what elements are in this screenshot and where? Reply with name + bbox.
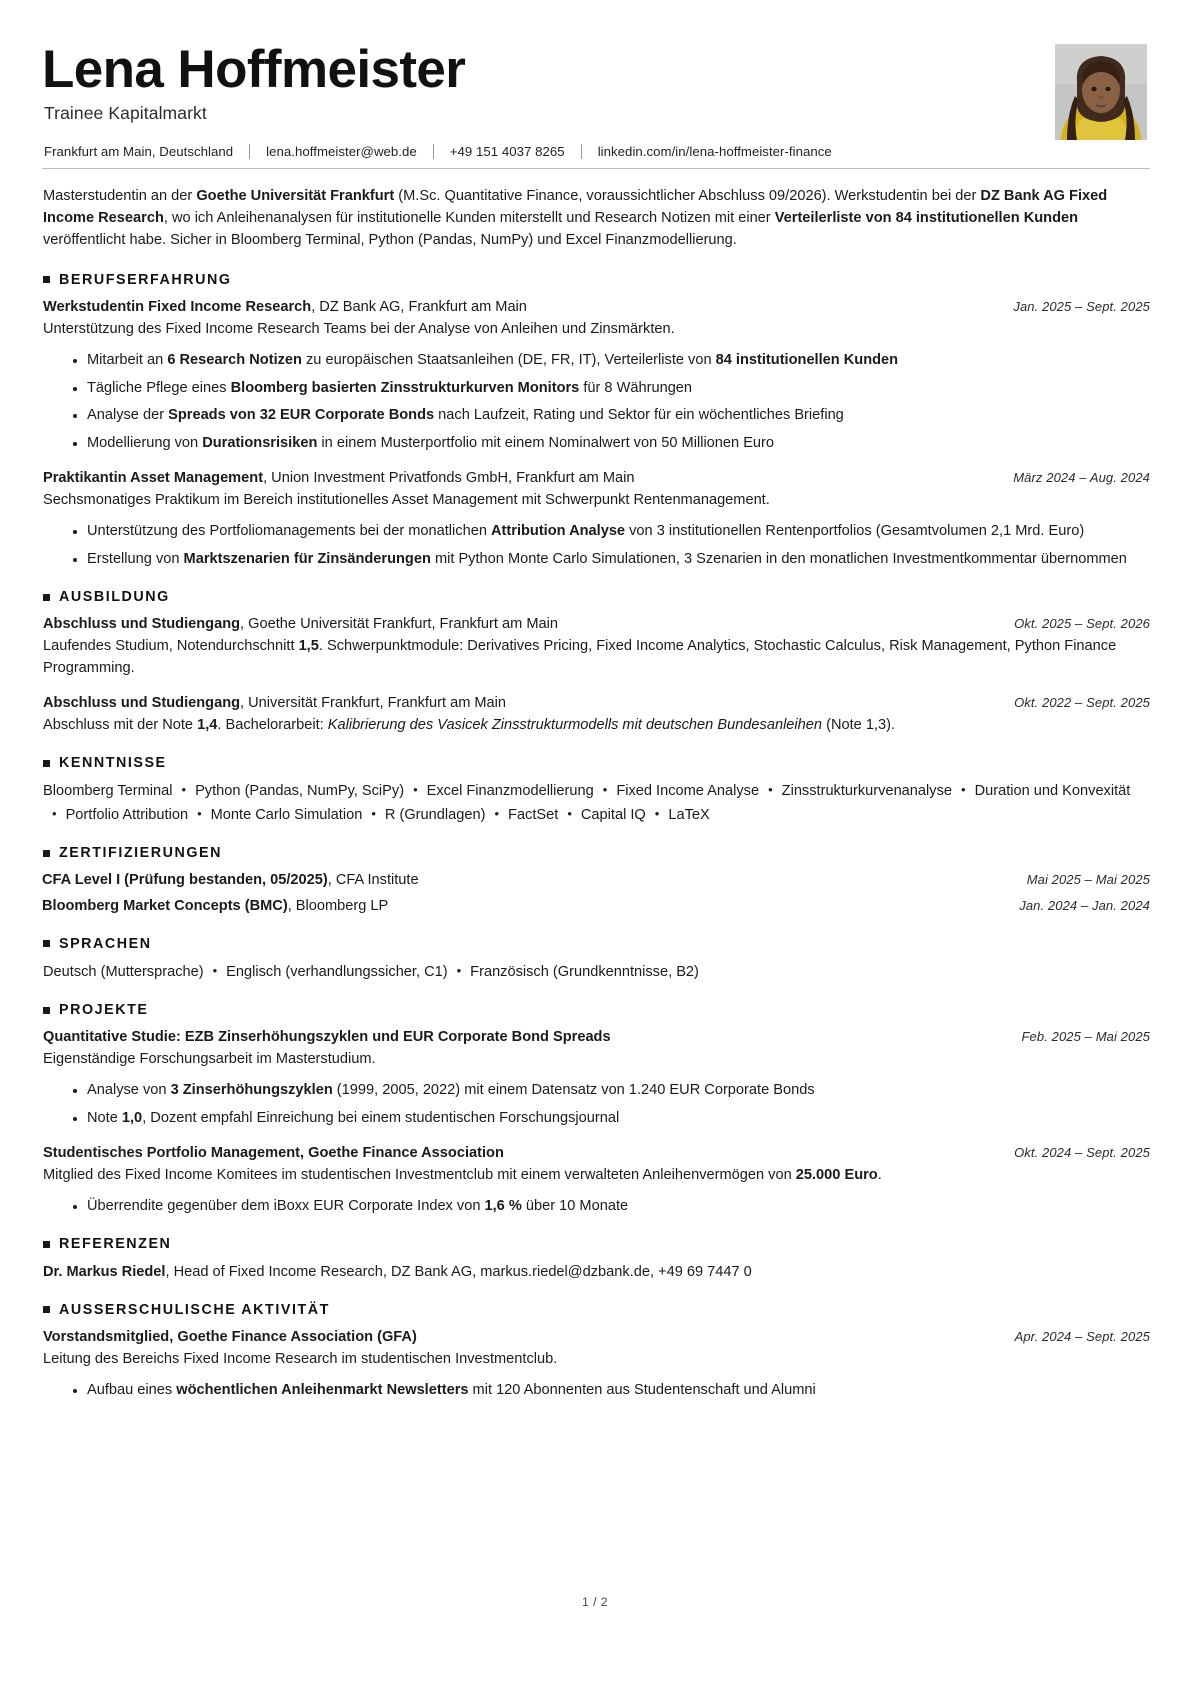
section-header-skills	[43, 755, 1150, 771]
summary-text: veröffentlicht habe. Sicher in Bloomberg Terminal, Python (Pandas, NumPy) und Excel Finanzmodellierung.	[43, 232, 737, 249]
job-role: Werkstudentin Fixed Income Research	[43, 298, 312, 315]
skill-item: LaTeX	[668, 806, 710, 823]
separator-dot-icon: •	[768, 782, 773, 798]
section-title: SPRACHEN	[59, 935, 152, 952]
institution-name: , Goethe Universität Frankfurt, Frankfurt am Main	[240, 616, 558, 633]
list-item: Note 1,0, Dozent empfahl Einreichung bei einem studentischen Forschungsjournal	[73, 1108, 1150, 1130]
bullet-square-icon	[43, 850, 50, 857]
experience-entry	[43, 468, 1150, 571]
separator-dot-icon: •	[494, 805, 500, 821]
section-title: AUSSERSCHULISCHE AKTIVITÄT	[59, 1301, 330, 1318]
skill-item: Capital IQ	[580, 806, 646, 823]
section-header-references	[43, 1236, 1150, 1252]
entry-date: Okt. 2022 – Sept. 2025	[1014, 695, 1150, 710]
contact-location: Frankfurt am Main, Deutschland	[44, 144, 234, 160]
contact-bar	[42, 142, 1150, 168]
entry-title	[43, 614, 996, 635]
job-company: , DZ Bank AG, Frankfurt am Main	[311, 298, 527, 315]
reference-entry	[43, 1261, 1150, 1284]
separator-dot-icon: •	[567, 805, 572, 821]
degree-name: Abschluss und Studiengang	[43, 616, 241, 633]
separator-dot-icon: •	[413, 782, 418, 798]
skill-item: FactSet	[508, 806, 559, 823]
experience-entry	[43, 297, 1150, 456]
bullet-square-icon	[43, 276, 50, 283]
bullet-square-icon	[43, 1007, 50, 1014]
contact-divider	[249, 144, 250, 159]
section-title: REFERENZEN	[59, 1236, 172, 1253]
separator-dot-icon: •	[181, 782, 187, 798]
entry-header	[43, 614, 1150, 635]
entry-header	[43, 297, 1150, 318]
certification-entry	[42, 896, 1150, 917]
entry-date: Okt. 2025 – Sept. 2026	[1014, 616, 1150, 632]
professional-headline: Trainee Kapitalmarkt	[44, 103, 207, 124]
languages-list	[43, 961, 1150, 985]
page-title: Lena Hoffmeister	[42, 40, 466, 99]
certification-issuer: , Bloomberg LP	[287, 898, 389, 915]
bullet-square-icon	[43, 1306, 50, 1313]
entry-date: Mai 2025 – Mai 2025	[1026, 872, 1150, 888]
avatar	[1055, 44, 1147, 140]
bullet-square-icon	[43, 594, 50, 601]
skill-item: Python (Pandas, NumPy, SciPy)	[195, 783, 405, 800]
skill-item: Duration und Konvexität	[974, 783, 1131, 800]
section-title: AUSBILDUNG	[59, 589, 170, 606]
education-entry	[43, 614, 1150, 680]
entry-bullet-list	[43, 1380, 1150, 1402]
separator-dot-icon: •	[456, 962, 462, 978]
skill-item: Portfolio Attribution	[65, 806, 189, 823]
contact-email[interactable]: lena.hoffmeister@web.de	[266, 144, 417, 160]
section-header-languages	[43, 936, 1150, 952]
section-header-extracurricular	[43, 1302, 1150, 1318]
entry-title	[43, 468, 995, 489]
skills-list	[43, 780, 1150, 827]
summary-text: Masterstudentin an der	[43, 188, 197, 205]
entry-date: Okt. 2024 – Sept. 2025	[1014, 1145, 1150, 1161]
list-item: Aufbau eines wöchentlichen Anleihenmarkt Newsletters mit 120 Abonnenten aus Studentenschaft und Alumni	[73, 1380, 1150, 1402]
extracurricular-entry	[43, 1327, 1150, 1402]
header-divider	[42, 168, 1150, 169]
project-entry	[43, 1027, 1150, 1130]
contact-divider	[581, 144, 582, 159]
project-title: Quantitative Studie: EZB Zinserhöhungszyklen und EUR Corporate Bond Spreads	[43, 1029, 611, 1046]
summary-highlight: DZ Bank AG Fixed Income Research	[43, 188, 1108, 227]
certification-name: CFA Level I (Prüfung bestanden, 05/2025)	[42, 872, 328, 889]
section-title: ZERTIFIZIERUNGEN	[59, 845, 223, 862]
section-title: KENNTNISSE	[59, 755, 167, 772]
institution-name: , Universität Frankfurt, Frankfurt am Main	[240, 695, 507, 711]
certification-name: Bloomberg Market Concepts (BMC)	[42, 898, 288, 915]
bullet-square-icon	[43, 940, 50, 947]
entry-description: Eigenständige Forschungsarbeit im Masterstudium.	[43, 1051, 376, 1068]
entry-bullet-list	[43, 521, 1150, 571]
list-item: Analyse der Spreads von 32 EUR Corporate Bonds nach Laufzeit, Rating und Sektor für ein wöchentliches Briefing	[73, 405, 1150, 427]
section-title: BERUFSERFAHRUNG	[59, 271, 232, 288]
entry-title	[42, 896, 1001, 917]
entry-description: Leitung des Bereichs Fixed Income Research im studentischen Investmentclub.	[43, 1350, 558, 1367]
summary-highlight: Verteilerliste von 84 institutionellen Kunden	[774, 210, 1079, 227]
entry-bullet-list	[43, 1196, 1150, 1218]
entry-description: Abschluss mit der Note 1,4. Bachelorarbeit: Kalibrierung des Vasicek Zinsstrukturmodells mit deutschen Bundesanleihen (Note 1,3).	[43, 717, 896, 734]
entry-title	[42, 870, 1009, 891]
entry-date: Apr. 2024 – Sept. 2025	[1014, 1328, 1150, 1344]
entry-header	[43, 693, 1150, 714]
entry-date: März 2024 – Aug. 2024	[1013, 470, 1150, 486]
separator-dot-icon: •	[961, 782, 966, 798]
section-header-certifications	[43, 845, 1150, 861]
job-company: , Union Investment Privatfonds GmbH, Frankfurt am Main	[263, 470, 635, 487]
entry-date: Jan. 2024 – Jan. 2024	[1019, 898, 1150, 914]
contact-linkedin[interactable]: linkedin.com/in/lena-hoffmeister-finance	[597, 144, 832, 160]
entry-bullet-list	[43, 350, 1150, 456]
skill-item: Fixed Income Analyse	[616, 783, 760, 800]
bullet-square-icon	[43, 1241, 50, 1248]
section-header-experience	[43, 272, 1150, 288]
summary-text: , wo ich Anleihenanalysen für institutionelle Kunden miterstellt und Research Notizen mit einer	[163, 210, 775, 227]
entry-description: Laufendes Studium, Notendurchschnitt 1,5. Schwerpunktmodule: Derivatives Pricing, Fixed Income Analytics, Stochastic Calculus, Risk Management, Python Finance Programming.	[43, 638, 1117, 677]
entry-date: Feb. 2025 – Mai 2025	[1021, 1029, 1150, 1045]
section-title: PROJEKTE	[59, 1002, 149, 1019]
skill-item: Monte Carlo Simulation	[210, 806, 363, 823]
list-item: Tägliche Pflege eines Bloomberg basierten Zinsstrukturkurven Monitors für 8 Währungen	[73, 378, 1150, 400]
list-item: Mitarbeit an 6 Research Notizen zu europäischen Staatsanleihen (DE, FR, IT), Verteilerliste von 84 institutionellen Kunden	[73, 350, 1150, 372]
section-header-projects	[43, 1002, 1150, 1018]
education-entry	[43, 693, 1150, 737]
list-item: Überrendite gegenüber dem iBoxx EUR Corporate Index von 1,6 % über 10 Monate	[73, 1196, 1150, 1218]
entry-header	[43, 1027, 1150, 1048]
page-number: 1 / 2	[581, 1595, 609, 1609]
language-item: Französisch (Grundkenntnisse, B2)	[470, 963, 699, 980]
skill-item: Bloomberg Terminal	[43, 783, 173, 800]
entry-title	[43, 1027, 1004, 1048]
entry-header	[43, 1327, 1150, 1348]
skill-item: R (Grundlagen)	[384, 806, 486, 823]
separator-dot-icon: •	[602, 782, 608, 798]
activity-title: Vorstandsmitglied, Goethe Finance Association (GFA)	[43, 1328, 417, 1345]
contact-divider	[433, 144, 434, 159]
separator-dot-icon: •	[197, 805, 202, 821]
entry-header	[43, 468, 1150, 489]
certification-issuer: , CFA Institute	[327, 872, 419, 889]
entry-header	[43, 1143, 1150, 1164]
separator-dot-icon: •	[52, 805, 57, 821]
list-item: Erstellung von Marktszenarien für Zinsänderungen mit Python Monte Carlo Simulationen, 3 Szenarien in den monatlichen Investmentkommentar übernommen	[73, 549, 1150, 571]
list-item: Analyse von 3 Zinserhöhungszyklen (1999, 2005, 2022) mit einem Datensatz von 1.240 EUR Corporate Bonds	[73, 1080, 1150, 1102]
degree-name: Abschluss und Studiengang	[43, 695, 241, 711]
separator-dot-icon: •	[654, 805, 660, 821]
header-text-block	[42, 42, 1055, 142]
bullet-square-icon	[43, 760, 50, 767]
summary-text: (M.Sc. Quantitative Finance, voraussichtlicher Abschluss 09/2026). Werkstudentin bei der	[394, 188, 981, 205]
entry-description: Sechsmonatiges Praktikum im Bereich institutionelles Asset Management mit Schwerpunkt Rentenmanagement.	[43, 492, 770, 509]
language-item: Englisch (verhandlungssicher, C1)	[226, 963, 448, 980]
summary-highlight: Goethe Universität Frankfurt	[196, 188, 395, 205]
language-item: Deutsch (Muttersprache)	[43, 963, 204, 980]
entry-title	[43, 693, 996, 714]
entry-date: Jan. 2025 – Sept. 2025	[1013, 298, 1150, 314]
entry-bullet-list	[43, 1080, 1150, 1130]
entry-title	[43, 1327, 997, 1348]
portrait-photo-icon	[1055, 44, 1147, 140]
job-role: Praktikantin Asset Management	[43, 470, 264, 487]
certification-entry	[42, 870, 1150, 891]
professional-summary	[43, 185, 1150, 252]
entry-description: Unterstützung des Fixed Income Research Teams bei der Analyse von Anleihen und Zinsmärkten.	[43, 320, 675, 337]
entry-title	[43, 1143, 996, 1164]
separator-dot-icon: •	[212, 962, 218, 978]
entry-description: Mitglied des Fixed Income Komitees im studentischen Investmentclub mit einem verwalteten Anleihenvermögen von 25.000 Euro.	[43, 1167, 882, 1184]
list-item: Modellierung von Durationsrisiken in einem Musterportfolio mit einem Nominalwert von 50 Millionen Euro	[73, 433, 1150, 455]
list-item: Unterstützung des Portfoliomanagements bei der monatlichen Attribution Analyse von 3 institutionellen Rentenportfolios (Gesamtvolumen 2,1 Mrd. Euro)	[73, 521, 1150, 543]
thesis-title: Kalibrierung des Vasicek Zinsstrukturmodells mit deutschen Bundesanleihen	[327, 717, 823, 734]
reference-details: , Head of Fixed Income Research, DZ Bank AG, markus.riedel@dzbank.de, +49 69 7447 0	[165, 1264, 752, 1281]
skill-item: Zinsstrukturkurvenanalyse	[781, 783, 952, 800]
reference-name: Dr. Markus Riedel	[43, 1264, 166, 1281]
entry-title	[43, 297, 995, 318]
project-entry	[43, 1143, 1150, 1218]
project-title: Studentisches Portfolio Management, Goethe Finance Association	[43, 1145, 504, 1162]
skill-item: Excel Finanzmodellierung	[426, 783, 594, 800]
contact-phone[interactable]: +49 151 4037 8265	[449, 144, 565, 160]
section-header-education	[43, 589, 1150, 605]
separator-dot-icon: •	[371, 805, 376, 821]
resume-header	[42, 28, 1150, 142]
